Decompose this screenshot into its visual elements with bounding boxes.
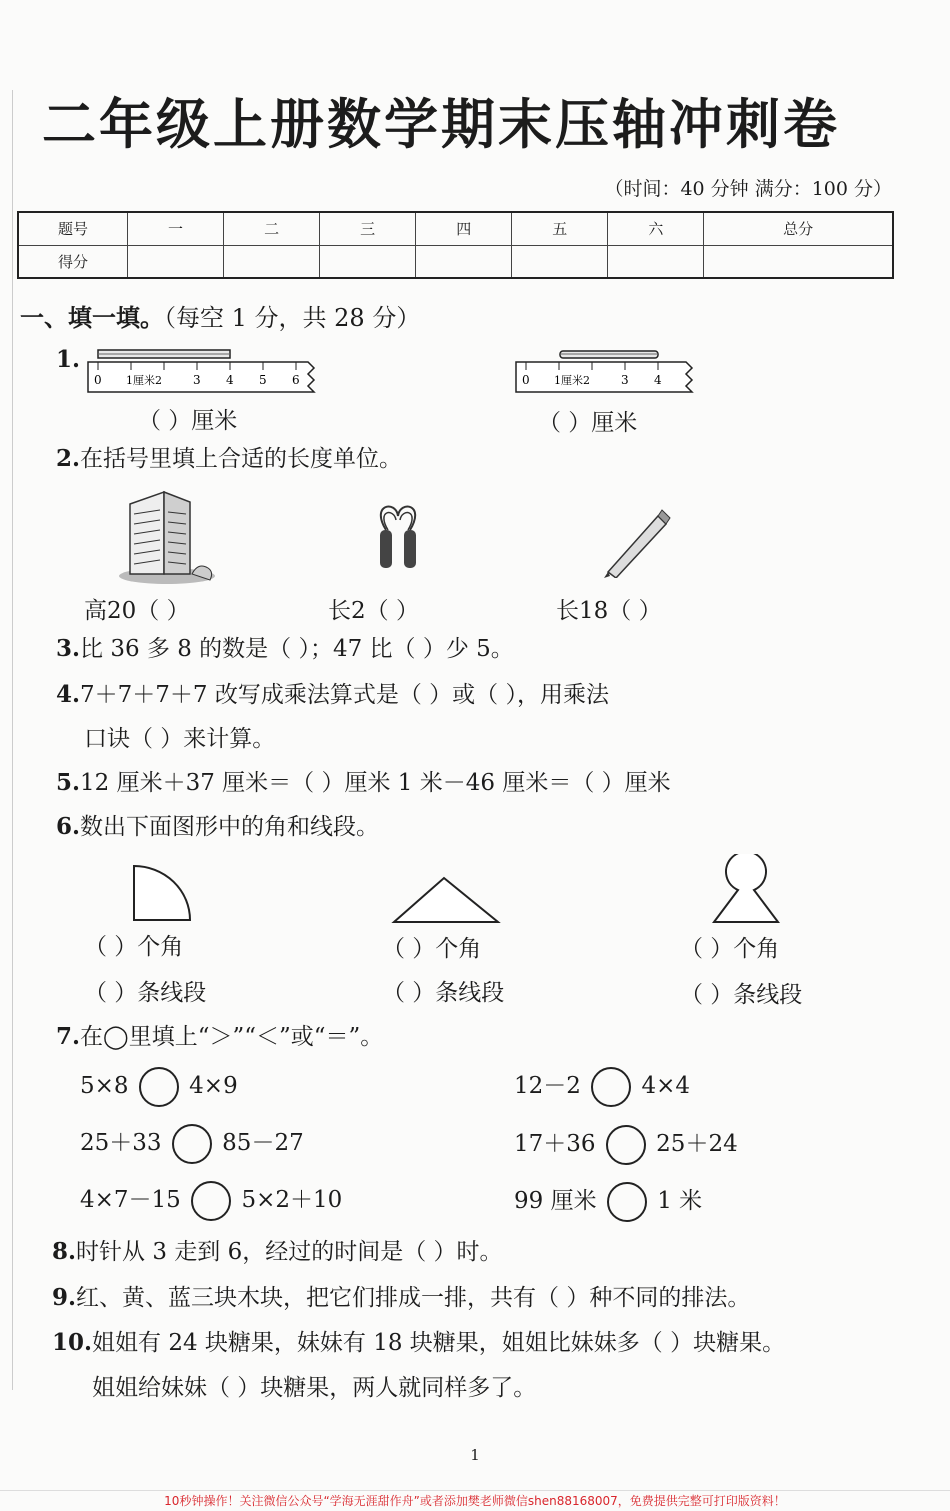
q3-number: 3.	[56, 635, 81, 662]
q5-number: 5.	[56, 769, 81, 796]
compare-left: 17＋36	[514, 1131, 596, 1157]
score-cell[interactable]	[224, 245, 320, 278]
q6-segment-1[interactable]: （ ）条线段	[84, 980, 207, 1006]
score-header-cell: 一	[128, 212, 224, 245]
ruler-tick-label: 4	[226, 373, 234, 387]
q7-text: 在◯里填上“＞”“＜”或“＝”。	[80, 1024, 384, 1050]
compare-right: 25＋24	[656, 1131, 738, 1157]
q8-text[interactable]: 时针从 3 走到 6，经过的时间是（ ）时。	[76, 1239, 503, 1265]
score-header-cell: 五	[512, 212, 608, 245]
compare-row	[514, 1124, 738, 1166]
compare-left: 99 厘米	[514, 1188, 597, 1214]
quarter-circle-shape	[130, 862, 194, 924]
ruler-tick-label: 1厘米2	[126, 374, 162, 387]
compare-circle[interactable]	[605, 1124, 647, 1166]
jump-rope-icon	[366, 500, 430, 580]
score-row	[18, 245, 893, 278]
q3-line	[56, 630, 514, 663]
compare-left: 12－2	[514, 1073, 581, 1099]
margin-line	[12, 90, 13, 1390]
score-header-cell: 二	[224, 212, 320, 245]
q6-segment-3[interactable]: （ ）条线段	[680, 982, 803, 1008]
q6-angle-2[interactable]: （ ）个角	[382, 936, 482, 962]
compare-right: 85－27	[222, 1130, 304, 1156]
compare-circle[interactable]	[138, 1066, 180, 1108]
q8-line	[52, 1233, 503, 1266]
compare-right: 4×9	[189, 1073, 238, 1099]
q6-line	[56, 808, 379, 841]
score-cell[interactable]	[608, 245, 704, 278]
page-number: 1	[470, 1446, 480, 1464]
q2-item-rope[interactable]: 长2（ ）	[328, 598, 419, 624]
section-heading	[20, 298, 420, 333]
compare-row	[80, 1123, 304, 1165]
q10-number: 10.	[52, 1329, 93, 1356]
score-header-cell: 三	[320, 212, 416, 245]
q4-number: 4.	[56, 681, 81, 708]
q3-text[interactable]: 比 36 多 8 的数是（ ）；47 比（ ）少 5。	[80, 636, 514, 662]
q6-angle-3[interactable]: （ ）个角	[680, 936, 780, 962]
ruler-figure-1	[86, 344, 322, 400]
compare-right: 5×2＋10	[241, 1187, 343, 1213]
compare-circle[interactable]	[190, 1180, 232, 1222]
compare-row	[80, 1180, 342, 1222]
q9-text[interactable]: 红、黄、蓝三块木块，把它们排成一排，共有（ ）种不同的排法。	[76, 1285, 751, 1311]
q6-segment-2[interactable]: （ ）条线段	[382, 980, 505, 1006]
pencil-icon	[600, 506, 674, 578]
score-cell[interactable]	[512, 245, 608, 278]
compare-left: 5×8	[80, 1073, 129, 1099]
compare-right: 1 米	[657, 1188, 703, 1214]
score-header-cell: 总分	[704, 212, 893, 245]
ruler-body	[88, 362, 314, 392]
q1-answer-1[interactable]: （ ）厘米	[138, 408, 238, 434]
q5-line	[56, 764, 671, 797]
compare-row	[80, 1066, 238, 1108]
q4-line2[interactable]: 口诀（ ）来计算。	[84, 726, 276, 752]
q7-number: 7.	[56, 1023, 81, 1050]
ruler-tick-label: 0	[94, 373, 102, 387]
compare-row	[514, 1181, 702, 1223]
exam-meta: （时间：40 分钟 满分：100 分）	[604, 178, 892, 200]
q8-number: 8.	[52, 1238, 77, 1265]
q2-line	[56, 440, 402, 473]
ruler-tick-label: 3	[621, 373, 629, 387]
q9-line	[52, 1279, 750, 1312]
score-cell[interactable]	[320, 245, 416, 278]
compare-circle[interactable]	[606, 1181, 648, 1223]
ruler-tick-label: 6	[292, 373, 300, 387]
compare-left: 25＋33	[80, 1130, 162, 1156]
compare-circle[interactable]	[590, 1066, 632, 1108]
ruler-tick-label: 0	[522, 373, 530, 387]
q10-line	[52, 1324, 785, 1357]
q2-item-height[interactable]: 高20（ ）	[84, 598, 190, 624]
q9-number: 9.	[52, 1284, 77, 1311]
keyhole-shape	[708, 854, 784, 926]
building-icon	[112, 486, 216, 586]
q2-text: 在括号里填上合适的长度单位。	[80, 446, 403, 472]
q10-text[interactable]: 姐姐有 24 块糖果，妹妹有 18 块糖果，姐姐比妹妹多（ ）块糖果。	[92, 1330, 786, 1356]
q4-line	[56, 676, 609, 709]
q6-angle-1[interactable]: （ ）个角	[84, 934, 184, 960]
score-cell[interactable]	[416, 245, 512, 278]
compare-left: 4×7－15	[80, 1187, 181, 1213]
q1-answer-2[interactable]: （ ）厘米	[538, 410, 638, 436]
q2-item-pencil[interactable]: 长18（ ）	[556, 598, 662, 624]
footer-notice: 10秒钟操作！关注微信公众号“学海无涯甜作舟”或者添加樊老师微信shen88168007，免费提供完整可打印版资料！	[164, 1494, 786, 1508]
score-header-cell: 题号	[18, 212, 128, 245]
ruler-tick-label: 1厘米2	[554, 374, 590, 387]
score-cell[interactable]	[704, 245, 893, 278]
triangle-shape	[390, 874, 502, 926]
score-table	[17, 211, 894, 279]
ruler-tick-label: 4	[654, 373, 662, 387]
q5-text[interactable]: 12 厘米＋37 厘米＝（ ）厘米 1 米－46 厘米＝（ ）厘米	[80, 770, 671, 796]
ruler-tick-label: 3	[193, 373, 201, 387]
section-title: 一、填一填。	[20, 304, 164, 332]
section-note: （每空 1 分，共 28 分）	[164, 304, 421, 332]
q7-line	[56, 1018, 383, 1051]
q1-number: 1.	[56, 346, 81, 373]
q6-number: 6.	[56, 813, 81, 840]
q4-text[interactable]: 7＋7＋7＋7 改写成乘法算式是（ ）或（ ），用乘法	[80, 682, 609, 708]
q6-text: 数出下面图形中的角和线段。	[80, 814, 380, 840]
q2-number: 2.	[56, 445, 81, 472]
score-row-label: 得分	[18, 245, 128, 278]
compare-circle[interactable]	[171, 1123, 213, 1165]
q10-line2[interactable]: 姐姐给妹妹（ ）块糖果，两人就同样多了。	[92, 1375, 537, 1401]
score-cell[interactable]	[128, 245, 224, 278]
score-header-cell: 四	[416, 212, 512, 245]
ruler-tick-label: 5	[259, 373, 267, 387]
page-title: 二年级上册数学期末压轴冲刺卷	[42, 93, 840, 156]
compare-row	[514, 1066, 690, 1108]
compare-right: 4×4	[641, 1073, 691, 1099]
footer-divider	[0, 1490, 950, 1491]
score-header-row	[18, 212, 893, 245]
score-header-cell: 六	[608, 212, 704, 245]
ruler-figure-2	[514, 344, 704, 400]
ruler-body	[516, 362, 692, 392]
